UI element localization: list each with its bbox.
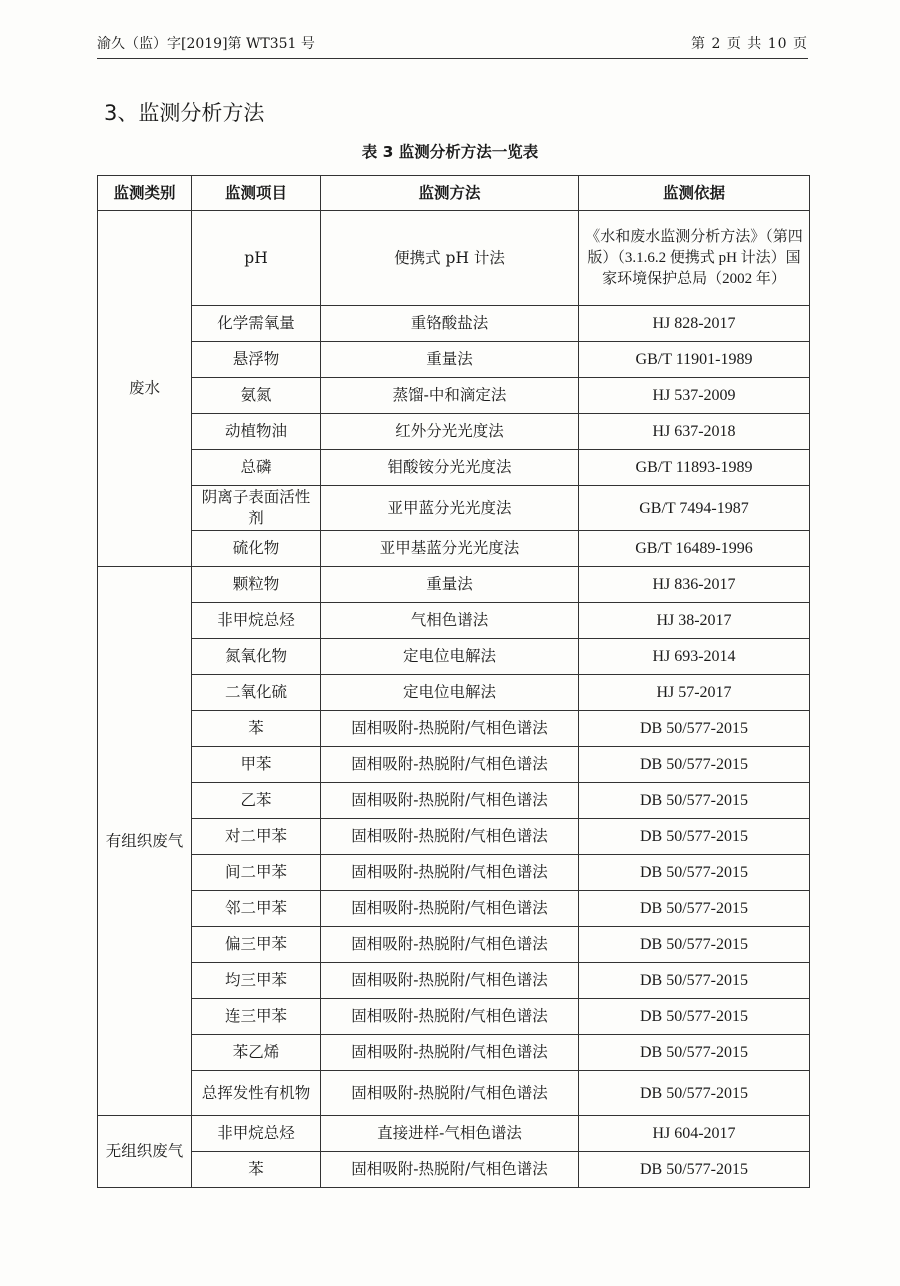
basis-cell: DB 50/577-2015 bbox=[579, 819, 810, 855]
basis-cell: DB 50/577-2015 bbox=[579, 1071, 810, 1116]
basis-cell: 《水和废水监测分析方法》（第四版）（3.1.6.2 便携式 pH 计法）国家环境保护总局（2002 年） bbox=[579, 211, 810, 306]
column-header-item: 监测项目 bbox=[192, 176, 321, 211]
section-title: 3、监测分析方法 bbox=[104, 101, 265, 125]
table-row bbox=[98, 531, 810, 567]
basis-cell: DB 50/577-2015 bbox=[579, 1152, 810, 1188]
table-header-row bbox=[98, 176, 810, 211]
table-row bbox=[98, 999, 810, 1035]
method-cell: 固相吸附-热脱附/气相色谱法 bbox=[321, 891, 579, 927]
table-row bbox=[98, 567, 810, 603]
item-cell: 颗粒物 bbox=[192, 567, 321, 603]
item-cell: 氮氧化物 bbox=[192, 639, 321, 675]
column-header-method: 监测方法 bbox=[321, 176, 579, 211]
method-cell: 固相吸附-热脱附/气相色谱法 bbox=[321, 1035, 579, 1071]
item-cell: 苯 bbox=[192, 1152, 321, 1188]
basis-cell: GB/T 7494-1987 bbox=[579, 486, 810, 531]
basis-cell: GB/T 11901-1989 bbox=[579, 342, 810, 378]
basis-cell: DB 50/577-2015 bbox=[579, 747, 810, 783]
item-cell: 均三甲苯 bbox=[192, 963, 321, 999]
method-cell: 亚甲基蓝分光光度法 bbox=[321, 531, 579, 567]
basis-cell: DB 50/577-2015 bbox=[579, 999, 810, 1035]
table-row bbox=[98, 1035, 810, 1071]
document-number: 渝久（监）字[2019]第 WT351 号 bbox=[97, 36, 315, 52]
item-cell: 非甲烷总烃 bbox=[192, 603, 321, 639]
item-cell: pH bbox=[192, 211, 321, 306]
table-row bbox=[98, 486, 810, 531]
table-row bbox=[98, 855, 810, 891]
basis-cell: HJ 38-2017 bbox=[579, 603, 810, 639]
item-cell: 化学需氧量 bbox=[192, 306, 321, 342]
method-cell: 气相色谱法 bbox=[321, 603, 579, 639]
item-cell: 甲苯 bbox=[192, 747, 321, 783]
method-cell: 固相吸附-热脱附/气相色谱法 bbox=[321, 999, 579, 1035]
table-row bbox=[98, 711, 810, 747]
item-cell: 对二甲苯 bbox=[192, 819, 321, 855]
item-cell: 总挥发性有机物 bbox=[192, 1071, 321, 1116]
item-cell: 硫化物 bbox=[192, 531, 321, 567]
item-cell: 偏三甲苯 bbox=[192, 927, 321, 963]
table-row bbox=[98, 891, 810, 927]
table-row bbox=[98, 639, 810, 675]
item-cell: 阴离子表面活性剂 bbox=[192, 486, 321, 531]
table-row bbox=[98, 414, 810, 450]
category-cell: 无组织废气 bbox=[98, 1116, 192, 1188]
basis-cell: DB 50/577-2015 bbox=[579, 927, 810, 963]
table-row bbox=[98, 675, 810, 711]
page-indicator: 第 2 页 共 10 页 bbox=[691, 36, 808, 52]
method-cell: 固相吸附-热脱附/气相色谱法 bbox=[321, 783, 579, 819]
table-row bbox=[98, 747, 810, 783]
method-cell: 亚甲蓝分光光度法 bbox=[321, 486, 579, 531]
basis-cell: DB 50/577-2015 bbox=[579, 855, 810, 891]
method-cell: 便携式 pH 计法 bbox=[321, 211, 579, 306]
method-cell: 钼酸铵分光光度法 bbox=[321, 450, 579, 486]
category-cell: 有组织废气 bbox=[98, 567, 192, 1116]
table-row bbox=[98, 450, 810, 486]
method-cell: 固相吸附-热脱附/气相色谱法 bbox=[321, 1071, 579, 1116]
basis-cell: GB/T 11893-1989 bbox=[579, 450, 810, 486]
method-cell: 重铬酸盐法 bbox=[321, 306, 579, 342]
method-cell: 定电位电解法 bbox=[321, 675, 579, 711]
column-header-basis: 监测依据 bbox=[579, 176, 810, 211]
basis-cell: DB 50/577-2015 bbox=[579, 891, 810, 927]
basis-cell: DB 50/577-2015 bbox=[579, 783, 810, 819]
basis-cell: DB 50/577-2015 bbox=[579, 1035, 810, 1071]
method-cell: 固相吸附-热脱附/气相色谱法 bbox=[321, 711, 579, 747]
item-cell: 悬浮物 bbox=[192, 342, 321, 378]
table-row bbox=[98, 963, 810, 999]
category-cell: 废水 bbox=[98, 211, 192, 567]
method-cell: 红外分光光度法 bbox=[321, 414, 579, 450]
method-cell: 重量法 bbox=[321, 342, 579, 378]
item-cell: 动植物油 bbox=[192, 414, 321, 450]
basis-cell: DB 50/577-2015 bbox=[579, 963, 810, 999]
item-cell: 苯 bbox=[192, 711, 321, 747]
basis-cell: DB 50/577-2015 bbox=[579, 711, 810, 747]
basis-cell: HJ 693-2014 bbox=[579, 639, 810, 675]
table-row bbox=[98, 819, 810, 855]
item-cell: 二氧化硫 bbox=[192, 675, 321, 711]
item-cell: 乙苯 bbox=[192, 783, 321, 819]
table-row bbox=[98, 1116, 810, 1152]
table-row bbox=[98, 783, 810, 819]
basis-cell: HJ 637-2018 bbox=[579, 414, 810, 450]
page-header bbox=[97, 34, 808, 59]
method-cell: 固相吸附-热脱附/气相色谱法 bbox=[321, 855, 579, 891]
basis-cell: HJ 537-2009 bbox=[579, 378, 810, 414]
item-cell: 苯乙烯 bbox=[192, 1035, 321, 1071]
basis-cell: HJ 604-2017 bbox=[579, 1116, 810, 1152]
table-row bbox=[98, 1152, 810, 1188]
method-cell: 直接进样-气相色谱法 bbox=[321, 1116, 579, 1152]
table-row bbox=[98, 927, 810, 963]
basis-cell: HJ 836-2017 bbox=[579, 567, 810, 603]
basis-cell: HJ 57-2017 bbox=[579, 675, 810, 711]
basis-cell: HJ 828-2017 bbox=[579, 306, 810, 342]
item-cell: 非甲烷总烃 bbox=[192, 1116, 321, 1152]
item-cell: 连三甲苯 bbox=[192, 999, 321, 1035]
column-header-category: 监测类别 bbox=[98, 176, 192, 211]
item-cell: 氨氮 bbox=[192, 378, 321, 414]
table-caption: 表 3 监测分析方法一览表 bbox=[361, 143, 539, 161]
method-cell: 重量法 bbox=[321, 567, 579, 603]
methods-table bbox=[97, 175, 810, 1188]
item-cell: 邻二甲苯 bbox=[192, 891, 321, 927]
table-row bbox=[98, 211, 810, 306]
item-cell: 总磷 bbox=[192, 450, 321, 486]
method-cell: 固相吸附-热脱附/气相色谱法 bbox=[321, 1152, 579, 1188]
table-row bbox=[98, 342, 810, 378]
method-cell: 蒸馏-中和滴定法 bbox=[321, 378, 579, 414]
method-cell: 固相吸附-热脱附/气相色谱法 bbox=[321, 819, 579, 855]
table-row bbox=[98, 603, 810, 639]
table-row bbox=[98, 306, 810, 342]
method-cell: 定电位电解法 bbox=[321, 639, 579, 675]
table-row bbox=[98, 378, 810, 414]
table-row bbox=[98, 1071, 810, 1116]
method-cell: 固相吸附-热脱附/气相色谱法 bbox=[321, 747, 579, 783]
method-cell: 固相吸附-热脱附/气相色谱法 bbox=[321, 963, 579, 999]
basis-cell: GB/T 16489-1996 bbox=[579, 531, 810, 567]
method-cell: 固相吸附-热脱附/气相色谱法 bbox=[321, 927, 579, 963]
item-cell: 间二甲苯 bbox=[192, 855, 321, 891]
